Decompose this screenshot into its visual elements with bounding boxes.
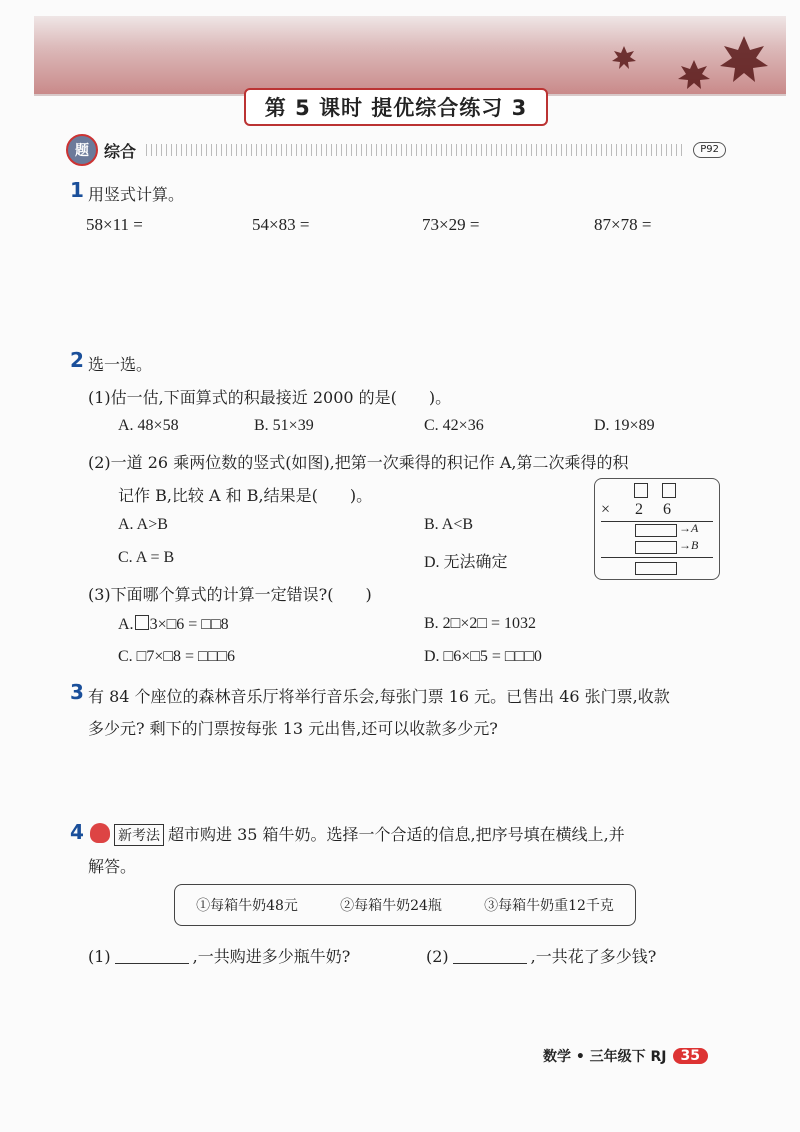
question-text: 有 84 个座位的森林音乐厅将举行音乐会,每张门票 16 元。已售出 46 张门票,收款 [88,687,670,706]
option: B. 2□×2□ = 1032 [424,615,537,632]
info-item: ②每箱牛奶24瓶 [340,898,442,914]
option: D. 无法确定 [424,554,508,571]
option: A. A>B [118,516,168,533]
header-banner [34,16,786,96]
label-b: →B [679,538,699,552]
question-number: 4 [70,820,84,844]
calc-item: 87×78 = [594,215,652,234]
question-text: 多少元? 剩下的门票按每张 13 元出售,还可以收款多少元? [88,719,498,738]
times-sign: × [601,501,611,518]
section-badge: 题 [66,134,98,166]
section-header [66,136,726,164]
sub-question-stem: (2)一道 26 乘两位数的竖式(如图),把第一次乘得的积记作 A,第二次乘得的积 [88,453,629,472]
sub-question-stem: 记作 B,比较 A 和 B,结果是( )。 [118,486,373,505]
info-item: ③每箱牛奶重12千克 [484,898,614,914]
section-label: 综合 [104,141,137,161]
answer-blank[interactable] [453,963,527,964]
product-box [635,541,677,554]
digit-box [135,615,149,630]
option: D. □6×□5 = □□□0 [424,648,542,665]
info-box [174,884,636,926]
option: C. 42×36 [424,417,484,434]
question-prompt: 选一选。 [88,355,153,374]
calc-item: 73×29 = [422,215,480,234]
sub-question: (2) ,一共花了多少钱? [426,947,657,966]
footer-text: 数学 • 三年级下 RJ [542,1049,667,1065]
sub-question: (1) ,一共购进多少瓶牛奶? [88,947,351,966]
option: C. □7×□8 = □□□6 [118,648,236,665]
question-prompt: 用竖式计算。 [88,185,185,204]
question-number: 3 [70,680,84,704]
digit: 2 [635,501,643,518]
rule-line [601,557,713,558]
label-a: →A [679,521,699,535]
multiplication-diagram [594,478,720,580]
question-text: 解答。 [88,857,137,876]
option: B. 51×39 [254,417,314,434]
calc-item: 58×11 = [86,215,143,234]
sub-question-stem: (3)下面哪个算式的计算一定错误?( ) [88,585,372,604]
page-number: 35 [673,1048,708,1064]
new-method-tag: 新考法 [114,824,164,846]
answer-blank[interactable] [115,963,189,964]
page-footer [543,1046,708,1066]
info-item: ①每箱牛奶48元 [196,898,298,914]
lesson-title: 第 5 课时 提优综合练习 3 [244,88,548,126]
fire-icon [90,823,110,843]
section-divider [146,144,683,156]
page-ref-pill: P92 [693,142,726,158]
option: B. A<B [424,516,474,533]
option: A. 3×□6 = □□8 [118,616,229,633]
digit-box [662,483,676,498]
result-box [635,562,677,575]
question-number: 2 [70,348,84,372]
option: D. 19×89 [594,417,655,434]
sub-question-stem: (1)估一估,下面算式的积最接近 2000 的是( )。 [88,388,452,407]
option: C. A = B [118,549,175,566]
maple-leaf-icon [594,26,784,92]
option: A. 48×58 [118,417,179,434]
product-box [635,524,677,537]
digit-box [634,483,648,498]
calc-item: 54×83 = [252,215,310,234]
question-text: 新考法 超市购进 35 箱牛奶。选择一个合适的信息,把序号填在横线上,并 [90,822,625,846]
digit: 6 [663,501,671,518]
question-number: 1 [70,178,84,202]
